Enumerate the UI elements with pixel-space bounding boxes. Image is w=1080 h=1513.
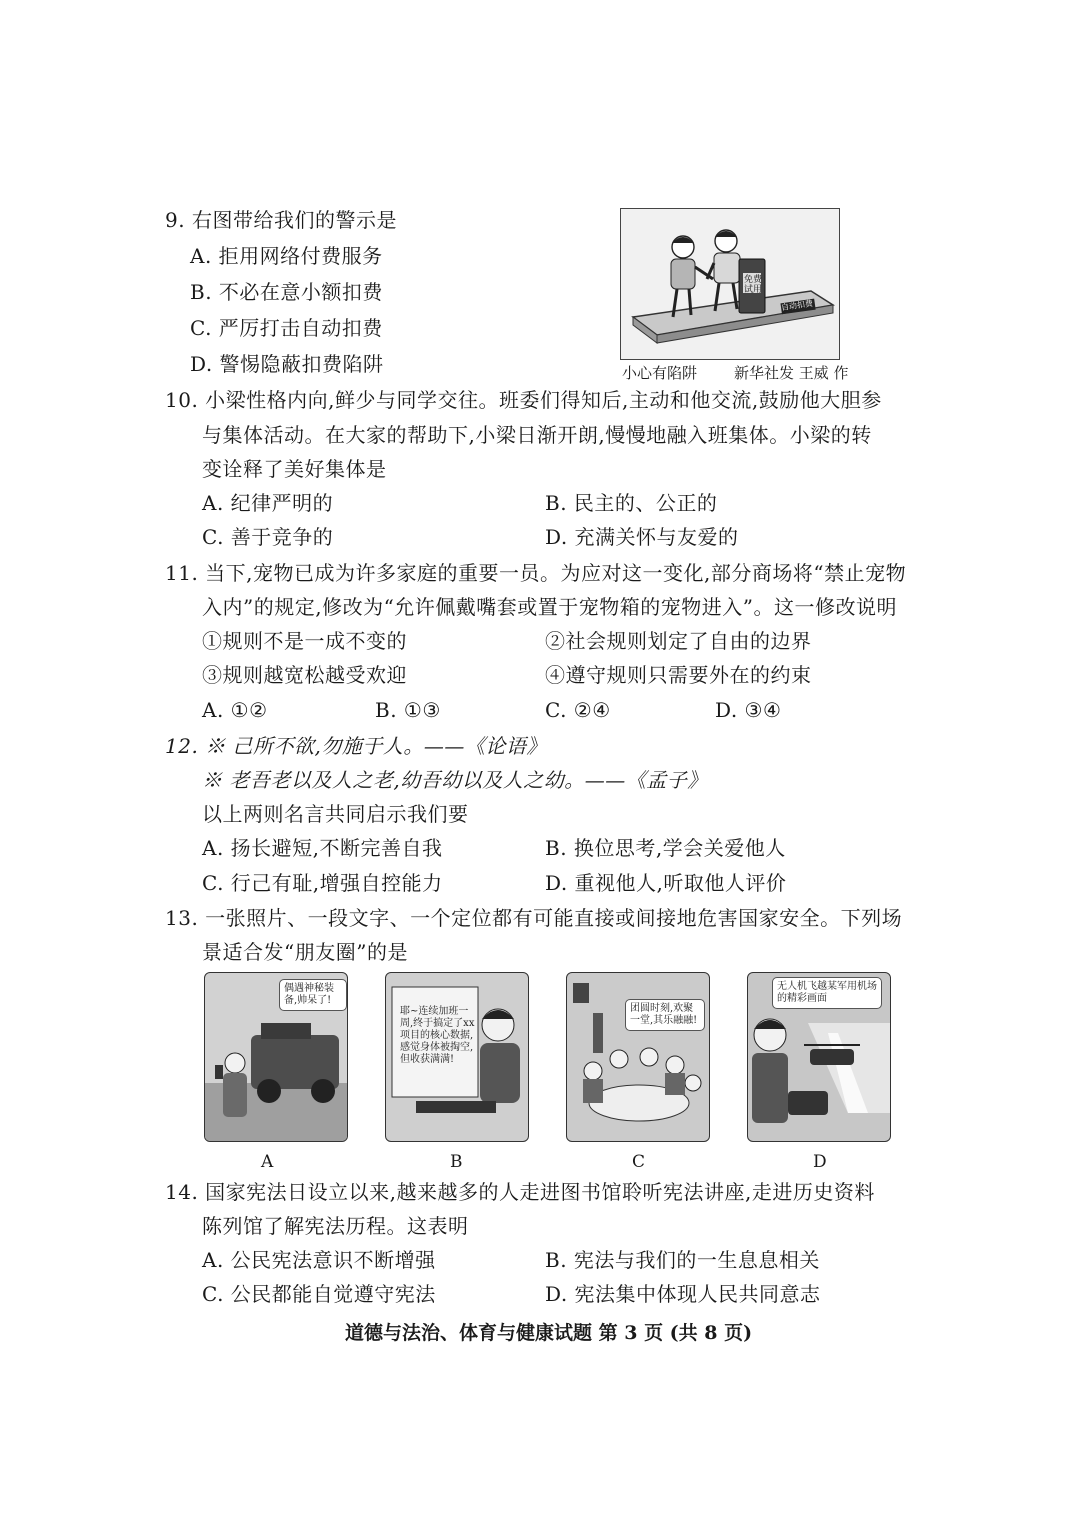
- q13-image-d: [747, 972, 891, 1142]
- q13-stem-line-2: 景适合发“朋友圈”的是: [202, 940, 408, 964]
- q11-statement-1: ①规则不是一成不变的: [202, 629, 407, 653]
- q11-statement-4: ④遵守规则只需要外在的约束: [545, 663, 812, 687]
- q13-image-d-bubble: 无人机飞越某军用机场的精彩画面: [772, 977, 882, 1009]
- q9-option-a: A. 拒用网络付费服务: [190, 244, 383, 268]
- q13-image-a: [204, 972, 348, 1142]
- q14-option-b: B. 宪法与我们的一生息息相关: [545, 1248, 820, 1272]
- q13-image-c: [566, 972, 710, 1142]
- cartoon-caption-credit: 新华社发 王威 作: [734, 364, 849, 382]
- q9-cartoon: [620, 208, 840, 360]
- q11-statement-3: ③规则越宽松越受欢迎: [202, 663, 407, 687]
- cartoon-sign-text: 免费试用: [743, 275, 762, 295]
- q12-option-c: C. 行己有耻,增强自控能力: [202, 871, 443, 895]
- q10-stem-line-3: 变诠释了美好集体是: [202, 457, 387, 481]
- q12-quote-2: ※ 老吾老以及人之老,幼吾幼以及人之幼。——《孟子》: [202, 768, 708, 792]
- q14-option-c: C. 公民都能自觉遵守宪法: [202, 1282, 436, 1306]
- q12-question: 以上两则名言共同启示我们要: [202, 802, 469, 826]
- q11-stem-line-2: 入内”的规定,修改为“允许佩戴嘴套或置于宠物箱的宠物进入”。这一修改说明: [202, 595, 898, 619]
- page-footer: 道德与法治、体育与健康试题 第 3 页 (共 8 页): [345, 1322, 753, 1344]
- q9-stem: 9. 右图带给我们的警示是: [165, 208, 397, 232]
- q10-option-a: A. 纪律严明的: [202, 491, 334, 515]
- q11-statement-2: ②社会规则划定了自由的边界: [545, 629, 812, 653]
- q13-label-d: D: [813, 1152, 827, 1172]
- q13-image-c-bubble: 团圆时刻,欢聚一堂,其乐融融!: [625, 999, 705, 1031]
- q13-label-b: B: [450, 1152, 463, 1172]
- q12-quote-1: 12. ※ 己所不欲,勿施于人。——《论语》: [165, 734, 547, 758]
- q10-stem-line-1: 10. 小梁性格内向,鲜少与同学交往。班委们得知后,主动和他交流,鼓励他大胆参: [165, 388, 882, 412]
- q11-option-b: B. ①③: [375, 698, 441, 722]
- q10-stem-line-2: 与集体活动。在大家的帮助下,小梁日渐开朗,慢慢地融入班集体。小梁的转: [202, 423, 872, 447]
- q9-option-d: D. 警惕隐蔽扣费陷阱: [190, 352, 384, 376]
- cartoon-illustration: [621, 209, 839, 359]
- q11-stem-line-1: 11. 当下,宠物已成为许多家庭的重要一员。为应对这一变化,部分商场将“禁止宠物: [165, 561, 907, 585]
- q13-image-b-bubble: 耶~连续加班一周,终于搞定了xx项目的核心数据,感觉身体被掏空,但收获满满!: [400, 1006, 475, 1065]
- q10-option-d: D. 充满关怀与友爱的: [545, 525, 739, 549]
- q11-option-d: D. ③④: [715, 698, 782, 722]
- q12-option-d: D. 重视他人,听取他人评价: [545, 871, 787, 895]
- q14-option-d: D. 宪法集中体现人民共同意志: [545, 1282, 821, 1306]
- q11-option-a: A. ①②: [202, 698, 268, 722]
- q10-option-b: B. 民主的、公正的: [545, 491, 718, 515]
- q12-option-b: B. 换位思考,学会关爱他人: [545, 836, 786, 860]
- q11-option-c: C. ②④: [545, 698, 611, 722]
- q10-option-c: C. 善于竞争的: [202, 525, 334, 549]
- cartoon-phone-label: 自动扣费: [780, 298, 814, 313]
- q14-option-a: A. 公民宪法意识不断增强: [202, 1248, 436, 1272]
- q13-label-c: C: [632, 1152, 646, 1172]
- q9-option-b: B. 不必在意小额扣费: [190, 280, 383, 304]
- q13-image-a-bubble: 偶遇神秘装备,帅呆了!: [279, 979, 347, 1011]
- q12-option-a: A. 扬长避短,不断完善自我: [202, 836, 443, 860]
- q14-stem-line-2: 陈列馆了解宪法历程。这表明: [202, 1214, 469, 1238]
- q9-option-c: C. 严厉打击自动扣费: [190, 316, 383, 340]
- q13-image-b: [385, 972, 529, 1142]
- cartoon-caption-title: 小心有陷阱: [622, 364, 698, 382]
- q13-stem-line-1: 13. 一张照片、一段文字、一个定位都有可能直接或间接地危害国家安全。下列场: [165, 906, 903, 930]
- q14-stem-line-1: 14. 国家宪法日设立以来,越来越多的人走进图书馆聆听宪法讲座,走进历史资料: [165, 1180, 875, 1204]
- q13-label-a: A: [261, 1152, 274, 1172]
